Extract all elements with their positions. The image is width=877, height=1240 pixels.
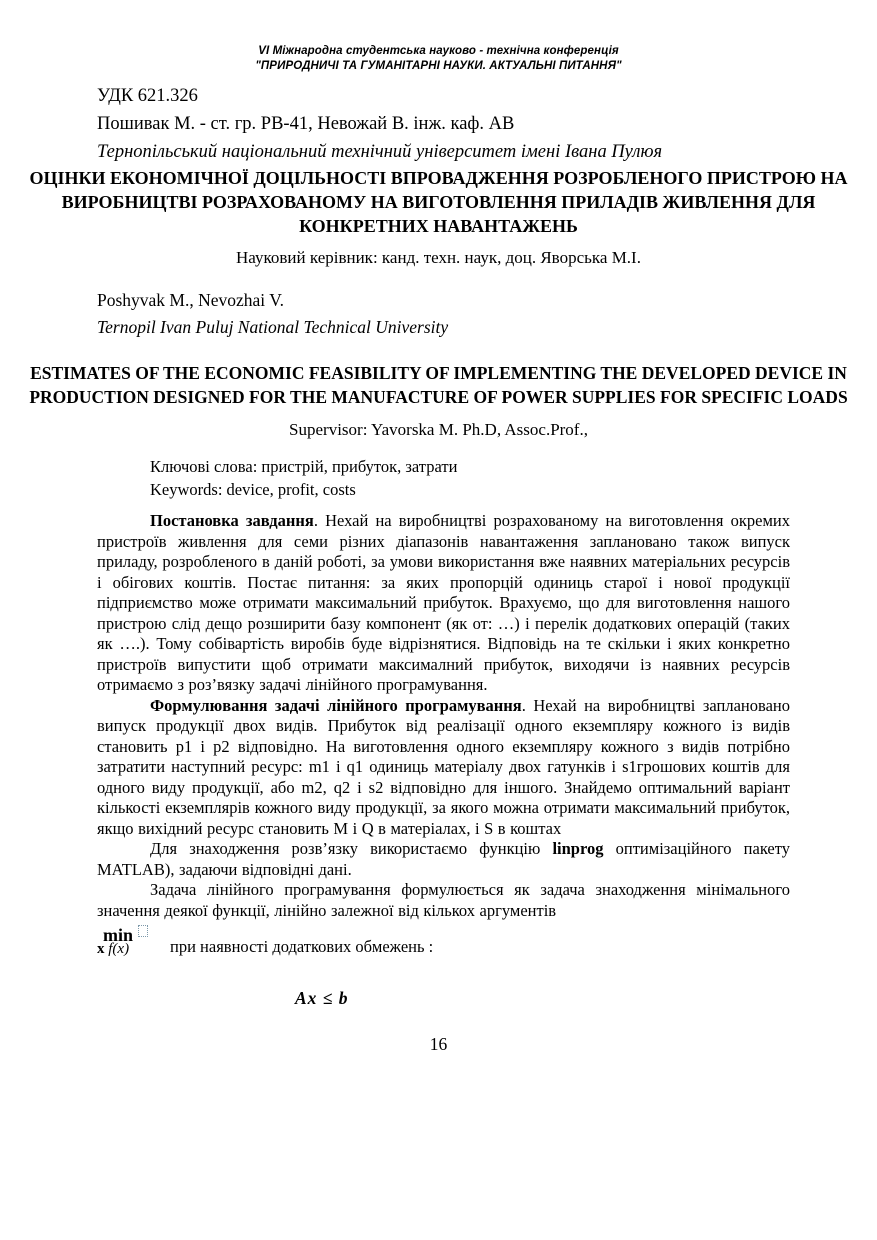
linprog-function-name: linprog xyxy=(552,839,604,858)
keywords-en: Keywords: device, profit, costs xyxy=(150,480,356,499)
paragraph-problem-statement xyxy=(97,511,790,696)
paragraph-lead: Постановка завдання xyxy=(150,511,314,530)
constraints-note: при наявності додаткових обмежень : xyxy=(170,937,434,956)
keywords-block xyxy=(150,455,790,501)
inequality-formula: Ax ≤ b xyxy=(295,988,349,1008)
header-line-2: "ПРИРОДНИЧІ ТА ГУМАНІТАРНІ НАУКИ. АКТУАЛЬНІ ПИТАННЯ" xyxy=(255,60,622,72)
authors-line-uk: Пошивак М. - ст. гр. РВ-41, Невожай В. інж. каф. АВ xyxy=(97,114,515,134)
paper-title-en: ESTIMATES OF THE ECONOMIC FEASIBILITY OF IMPLEMENTING THE DEVELOPED DEVICE IN PRODUCTION DESIGNED FOR THE MANUFACTURE OF POWER SUPPLIES FOR SPECIFIC LOADS xyxy=(29,363,848,407)
supervisor-uk: Науковий керівник: канд. техн. наук, доц. Яворська М.І. xyxy=(236,248,641,267)
paragraph-lp-definition: Задача лінійного програмування формулюється як задача знаходження мінімального значення деякої функції, лінійно залежної від кількох аргументів xyxy=(97,880,790,920)
authors-line-en: Poshyvak M., Nevozhai V. xyxy=(97,290,284,310)
affiliation-en: Ternopil Ivan Puluj National Technical University xyxy=(97,317,449,337)
paragraph-linprog xyxy=(97,839,790,880)
paragraph-lp-formulation xyxy=(97,696,790,840)
objective-row xyxy=(97,943,148,956)
keywords-uk: Ключові слова: пристрій, прибуток, затрати xyxy=(150,457,458,476)
running-header xyxy=(0,44,877,74)
formula-min-block xyxy=(97,925,790,956)
page-number: 16 xyxy=(429,1034,448,1054)
meta-block xyxy=(97,82,790,166)
udc-line: УДК 621.326 xyxy=(97,86,198,106)
affiliation-uk: Тернопільський національний технічний університет імені Івана Пулюя xyxy=(97,142,663,162)
paragraph-lead: Формулювання задачі лінійного програмування xyxy=(150,695,522,715)
paper-title-uk: ОЦІНКИ ЕКОНОМІЧНОЇ ДОЦІЛЬНОСТІ ВПРОВАДЖЕННЯ РОЗРОБЛЕНОГО ПРИСТРОЮ НА ВИРОБНИЦТВІ РОЗРАХОВАНОМУ НА ВИГОТОВЛЕННЯ ПРИЛАДІВ ЖИВЛЕННЯ ДЛЯ КОНКРЕТНИХ НАВАНТАЖЕНЬ xyxy=(29,168,848,236)
objective-function: f(x) xyxy=(108,941,130,957)
paragraph-text: . Нехай на виробництві розрахованому на виготовлення окремих пристроїв живлення для семи різних діапазонів навантаження заплановано також випуск приладу, розробленого в даній роботі, за умови використання вже наявних матеріальних ресурсів і обігових коштів. Постає питання: за яких пропорцій одиниць старої і нової продукції підприємство може отримати максимальний прибуток. Врахуємо, що для виготовлення нашого пристрою слід дещо розширити базу компонент (як от: …) і перелік додаткових операцій (таких як ….). Тому собівартість виробів буде відрізнятися. Відповідь на те скільки і яких конкретно пристроїв випустити щоб отримати максималний прибуток, виходячи із наявних ресурсів отримаємо з роз’вязку задачі лінійного програмування. xyxy=(97,511,791,694)
paragraph-text: . Нехай на виробництві заплановано випуск продукції двох видів. Прибуток від реалізації одного екземпляру кожного із видів становить p1 і p2 відповідно. На виготовлення одного екземпляру кожного з видів потрібно затратити наступний ресурс: m1 і q1 одиниць матеріалу двох гатунків і s1грошових коштів для одного виду продукції, або m2, q2 і s2 відповідно для іншого. Знайдемо оптимальний варіант кількості екземплярів кожного виду продукції, за якого можна отримати максимальний прибуток, якщо вихідний ресурс становить M і Q в матеріалах, і S в коштах xyxy=(97,695,790,838)
supervisor-en: Supervisor: Yavorska M. Ph.D, Assoc.Prof., xyxy=(289,420,588,439)
paragraph-text: оптимізаційного пакету MATLAB), задаючи відповідні дані. xyxy=(97,839,790,879)
min-argument: x xyxy=(97,941,105,957)
min-operator: min xyxy=(103,925,134,945)
body-text xyxy=(97,511,790,921)
paragraph-text: Для знаходження розв’язку використаємо функцію xyxy=(150,839,553,858)
header-line-1: VI Міжнародна студентська науково - технічна конференція xyxy=(258,45,619,57)
min-operator-stack xyxy=(97,925,148,956)
missing-glyph-box xyxy=(138,925,148,937)
english-authors-block xyxy=(97,287,790,341)
